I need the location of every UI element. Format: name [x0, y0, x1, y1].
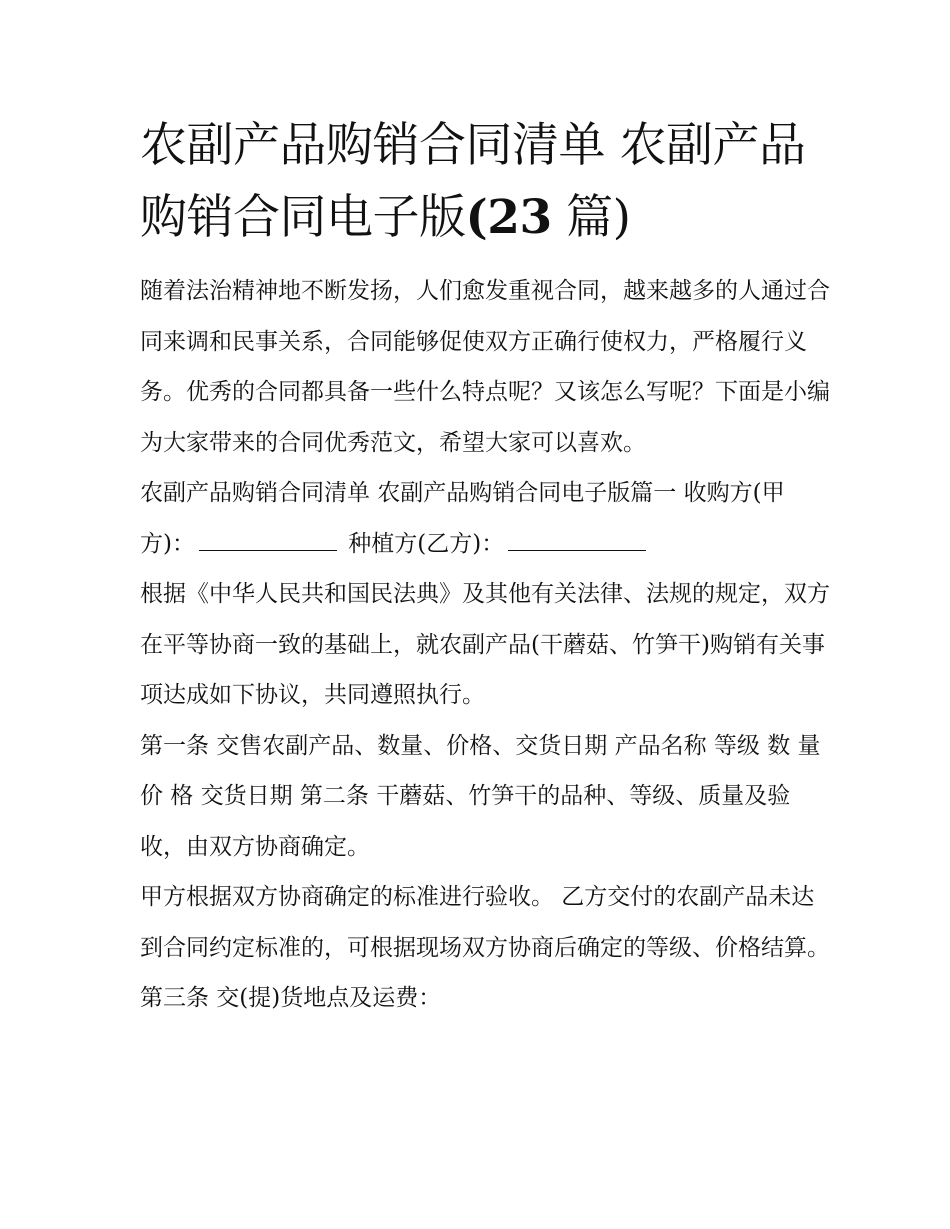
intro-paragraph: 随着法治精神地不断发扬，人们愈发重视合同，越来越多的人通过合同来调和民事关系，合同能够促使双方正确行使权力，严格履行义务。优秀的合同都具备一些什么特点呢？又该怎么写呢？下面是小编为大家带来的合同优秀范文，希望大家可以喜欢。	[140, 278, 830, 456]
article-one-paragraph: 第一条 交售农副产品、数量、价格、交货日期 产品名称 等级 数 量 价 格 交货日期 第二条 干蘑菇、竹笋干的品种、等级、质量及验收，由双方协商确定。	[140, 732, 821, 860]
title-count: (23	[465, 190, 552, 245]
document-page	[140, 110, 830, 1024]
grower-blank	[508, 528, 646, 551]
buyer-blank	[199, 528, 337, 551]
grower-label: 种植方(乙方)：	[340, 530, 505, 557]
title-text: 农副产品购销合同清单 农副产品购销合同电子版	[140, 118, 806, 245]
basis-paragraph: 根据《中华人民共和国民法典》及其他有关法律、法规的规定，双方在平等协商一致的基础上，就农副产品(干蘑菇、竹笋干)购销有关事项达成如下协议，共同遵照执行。	[140, 581, 830, 708]
inspection-paragraph: 甲方根据双方协商确定的标准进行验收。 乙方交付的农副产品未达到合同约定标准的，可根据现场双方协商后确定的等级、价格结算。 第三条 交(提)货地点及运费：	[140, 884, 830, 1011]
buyer-label: 农副产品购销合同清单 农副产品购销合同电子版篇一 收购方(甲方)：	[140, 480, 785, 557]
parties-paragraph	[140, 468, 830, 569]
title-suffix: 篇)	[551, 190, 631, 245]
document-title	[140, 110, 830, 254]
